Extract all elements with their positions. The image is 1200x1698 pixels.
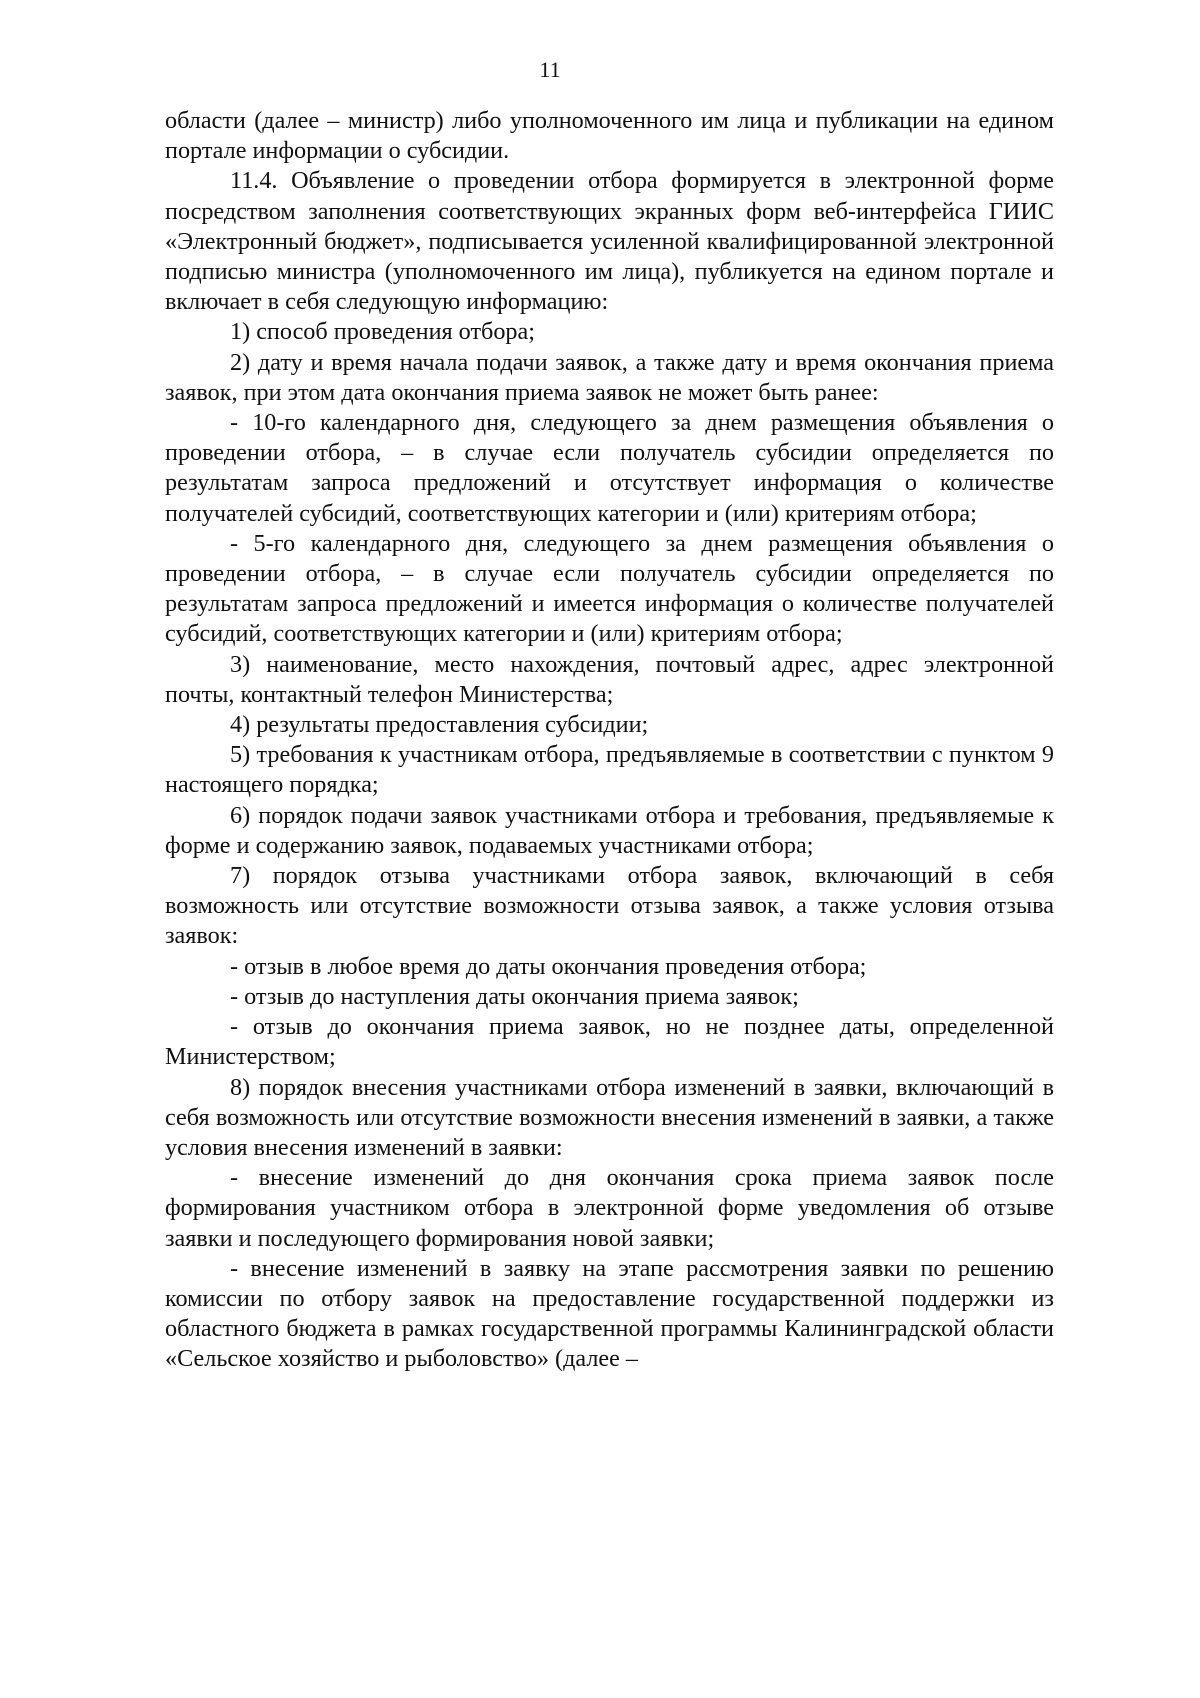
paragraph: - 10-го календарного дня, следующего за днем размещения объявления о проведении отбора, – в случае если получатель субсидии определяется по результатам запроса предложений и отсутствует информация о количестве получателей субсидий, соответствующих категории и (или) критериям отбора; — [165, 409, 1054, 527]
paragraph: 3) наименование, место нахождения, почтовый адрес, адрес электронной почты, контактный телефон Министерства; — [165, 650, 1054, 708]
paragraph: - внесение изменений в заявку на этапе рассмотрения заявки по решению комиссии по отбору заявок на предоставление государственной поддержки из областного бюджета в рамках государственной программы Калининградской области «Сельское хозяйство и рыболовство» (далее – — [165, 1254, 1054, 1373]
paragraph: - внесение изменений до дня окончания срока приема заявок после формирования участником отбора в электронной форме уведомления об отзыве заявки и последующего формирования новой заявки; — [165, 1164, 1054, 1252]
paragraph: 11.4. Объявление о проведении отбора формируется в электронной форме посредством заполнения соответствующих экранных форм веб-интерфейса ГИИС «Электронный бюджет», подписывается усиленной квалифицированной электронной подписью министра (уполномоченного им лица), публикуется на едином портале и включает в себя следующую информацию: — [165, 167, 1054, 316]
paragraph: - отзыв в любое время до даты окончания проведения отбора; — [230, 952, 867, 980]
paragraph: 2) дату и время начала подачи заявок, а также дату и время окончания приема заявок, при этом дата окончания приема заявок не может быть ранее: — [165, 348, 1054, 406]
paragraph: области (далее – министр) либо уполномоченного им лица и публикации на едином портале информации о субсидии. — [165, 107, 1054, 165]
paragraph: 1) способ проведения отбора; — [230, 318, 535, 346]
paragraph: - отзыв до окончания приема заявок, но не позднее даты, определенной Министерством; — [165, 1013, 1054, 1071]
paragraph: 8) порядок внесения участниками отбора изменений в заявки, включающий в себя возможность или отсутствие возможности внесения изменений в заявки, а также условия внесения изменений в заявки: — [165, 1073, 1054, 1161]
paragraph: 6) порядок подачи заявок участниками отбора и требования, предъявляемые к форме и содержанию заявок, подаваемых участниками отбора; — [165, 801, 1054, 859]
paragraph: - 5-го календарного дня, следующего за днем размещения объявления о проведении отбора, – в случае если получатель субсидии определяется по результатам запроса предложений и имеется информация о количестве получателей субсидий, соответствующих категории и (или) критериям отбора; — [165, 529, 1054, 648]
paragraph: 7) порядок отзыва участниками отбора заявок, включающий в себя возможность или отсутствие возможности отзыва заявок, а также условия отзыва заявок: — [165, 862, 1054, 950]
document-body — [165, 106, 1054, 1375]
paragraph: 5) требования к участникам отбора, предъявляемые в соответствии с пунктом 9 настоящего порядка; — [165, 741, 1054, 799]
paragraph: - отзыв до наступления даты окончания приема заявок; — [230, 982, 799, 1010]
paragraph: 4) результаты предоставления субсидии; — [230, 711, 649, 739]
page-number: 11 — [539, 57, 561, 82]
